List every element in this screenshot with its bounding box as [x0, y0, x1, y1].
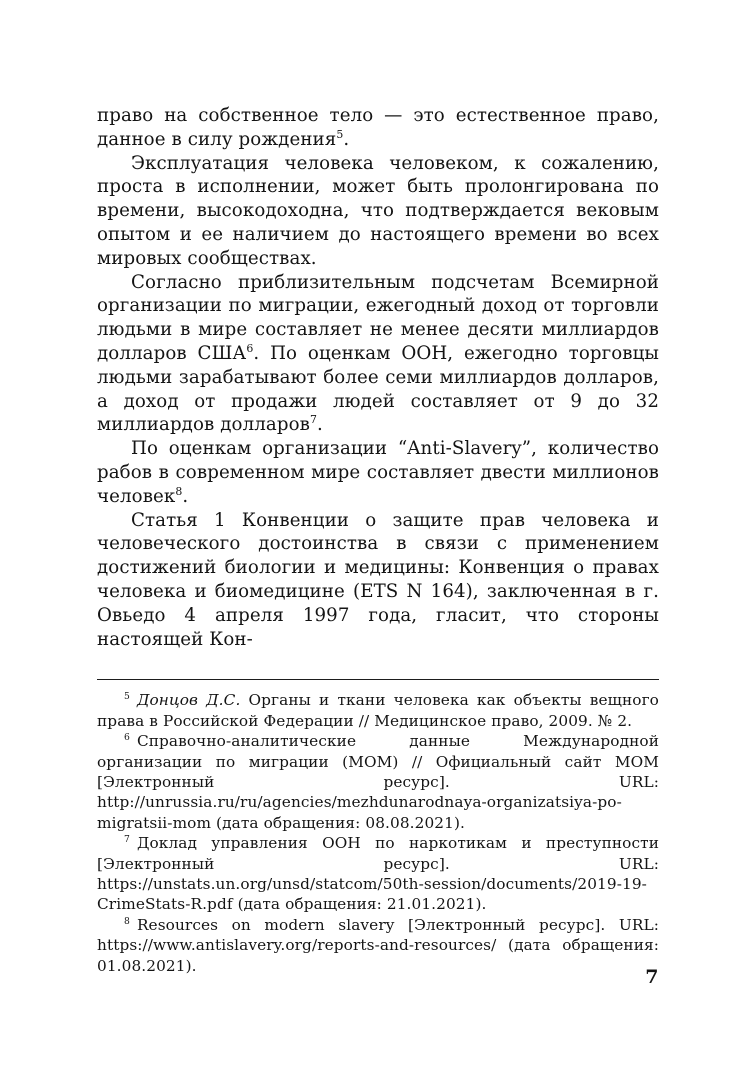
text-block — [97, 104, 659, 976]
text-run: Resources on modern slavery [Электронный ресурс]. URL: https://www.antislavery.org/reports-and-resources/ (дата обращения: 01.08.2021). — [97, 915, 659, 975]
text-run: право на собственное тело — это естественное право, данное в силу рождения — [97, 105, 659, 150]
text-run: . — [317, 414, 323, 436]
italic-text-run: Донцов Д.С. — [136, 691, 241, 710]
text-run: Органы и ткани человека как объекты вещного права в Российской Федерации // Медицинское право, 2009. № 2. — [97, 691, 659, 730]
footnotes-section — [97, 690, 659, 976]
body-paragraph — [97, 271, 659, 438]
footnote-separator — [97, 679, 659, 680]
body-paragraph — [97, 104, 659, 152]
text-run: . — [343, 128, 350, 150]
text-run: . — [182, 485, 189, 507]
text-run: . По оценкам ООН, ежегодно торговцы людьми зарабатывают более семи миллиардов долларов, а доход от продажи людей составляет от 9 до 32 миллиардов долларов — [97, 342, 659, 436]
text-run: Согласно приблизительным подсчетам Всемирной организации по миграции, ежегодный доход от торговли людьми в мире составляет не менее десяти миллиардов долларов США — [97, 271, 659, 364]
body-paragraph — [97, 437, 659, 508]
footnote-marker: 6 — [124, 732, 130, 744]
page-number: 7 — [645, 966, 659, 988]
footnote-ref: 5 — [336, 127, 344, 141]
footnote — [97, 731, 659, 833]
text-run: Эксплуатация человека человеком, к сожалению, проста в исполнении, может быть пролонгирована по времени, высокодоходна, что подтверждается вековым опытом и ее наличием до настоящего времени во всех мировых сообществах. — [97, 152, 659, 269]
footnote-marker: 5 — [124, 691, 130, 703]
footnote-marker: 7 — [124, 834, 130, 846]
footnote-ref: 8 — [175, 484, 183, 498]
footnote-ref: 6 — [246, 341, 254, 355]
text-run: По оценкам организации “Anti-Slavery”, количество рабов в современном мире составляет двести миллионов человек — [97, 438, 659, 507]
text-run: Доклад управления ООН по наркотикам и преступности [Электронный ресурс]. URL: https://unstats.un.org/unsd/statcom/50th-session/documents/2019-19-CrimeStats-R.pdf (дата обращения: 21.01.2021). — [97, 834, 659, 914]
text-run: Статья 1 Конвенции о защите прав человека и человеческого достоинства в связи с применением достижений биологии и медицины: Конвенция о правах человека и биомедицине (ETS N 164), заключенная в г. Овьедо 4 апреля 1997 года, гласит, что стороны настоящей Кон- — [97, 509, 659, 650]
text-run: Справочно-аналитические данные Международной организации по миграции (МОМ) // Официальный сайт МОМ [Электронный ресурс]. URL: http://unrussia.ru/ru/agencies/mezhdunarodnaya-organizatsiya-po-migratsii-mom (дата обращения: 08.08.2021). — [97, 732, 659, 832]
body-text — [97, 104, 659, 651]
footnote — [97, 690, 659, 731]
body-paragraph — [97, 152, 659, 271]
footnote-marker: 8 — [124, 915, 130, 927]
footnote-ref: 7 — [309, 413, 318, 427]
footnote — [97, 833, 659, 915]
body-paragraph — [97, 509, 659, 652]
